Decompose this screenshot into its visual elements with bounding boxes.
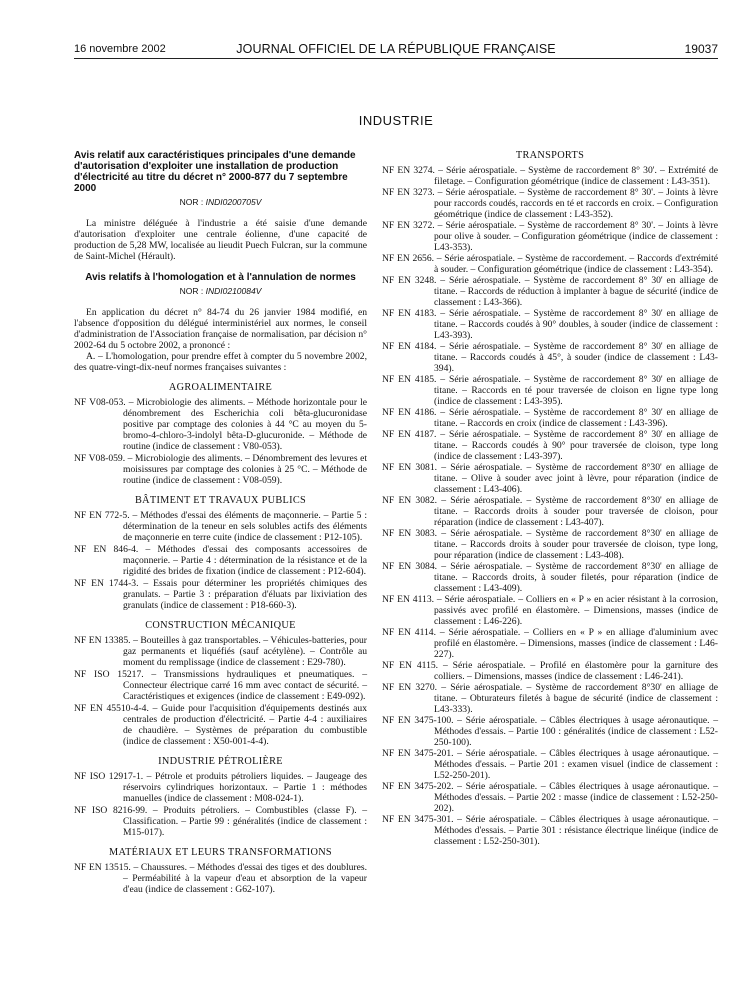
- norm-entry: [382, 528, 718, 561]
- norm-code: NF EN 3082.: [382, 495, 438, 506]
- norm-description: – Série aérospatiale. – Câbles électriques à usage aéronautique. – Méthodes d'essais. – Partie 100 : généralités (indice de classement : L52-250-100).: [434, 715, 718, 748]
- norm-description: – Série aérospatiale. – Système de raccordement 8° 30' en alliage de titane. – Raccords de réduction à implanter à bague de sécurité (indice de classement : L43-366).: [434, 275, 718, 308]
- norm-groups: [74, 382, 367, 895]
- norm-entry: [74, 862, 367, 895]
- norm-description: – Série aérospatiale. – Système de raccordement 8° 30' en alliage de titane. – Raccords coudés à 45°, à souder (indice de classement : L43-394).: [434, 341, 718, 374]
- nor-label: NOR :: [179, 197, 204, 207]
- norm-code: NF EN 3270.: [382, 682, 438, 693]
- norm-description: – Microbiologie des aliments. – Méthode horizontale pour le dénombrement des Escherichia coli bêta-glucuronidase positive par comptage des colonies à 44 °C au moyen du 5-bromo-4-chloro-3-indolyl bêta-D-glucuronide. – Méthode de routine (indice de classement : V80-053).: [123, 397, 368, 452]
- norm-code: NF EN 3081.: [382, 462, 438, 473]
- norm-entry: [74, 544, 367, 577]
- norm-code: NF EN 4113.: [382, 594, 435, 605]
- norm-entry: [74, 703, 367, 747]
- norm-code: NF EN 3083.: [382, 528, 438, 539]
- group-title: INDUSTRIE PÉTROLIÈRE: [158, 756, 283, 767]
- norm-code: NF EN 4184.: [382, 341, 437, 352]
- norm-description: – Série aérospatiale. – Système de raccordement 8° 30' en alliage de titane. – Raccords en croix (indice de classement : L43-396).: [434, 407, 718, 429]
- norm-code: NF EN 4187.: [382, 429, 437, 440]
- norm-code: NF EN 4114.: [382, 627, 436, 638]
- header-page-number: 19037: [684, 42, 718, 56]
- avis1-title: Avis relatif aux caractéristiques principales d'une demande d'autorisation d'exploiter une installation de production d'électricité au titre du décret n° 2000-877 du 7 septembre 2000: [74, 150, 356, 194]
- norm-description: – Série aérospatiale. – Système de raccordement. – Raccords d'extrémité à souder. – Configuration géométrique (indice de classement : L43-354).: [434, 253, 718, 275]
- norm-entry: [382, 429, 718, 462]
- norm-entry: [382, 495, 718, 528]
- page-header: [74, 42, 718, 56]
- norm-description: – Guide pour l'acquisition d'équipements destinés aux centrales de production d'électricité. – Partie 4-4 : auxiliaires de chaudière. – Systèmes de préparation du combustible (indice de classement : X50-001-4-4).: [123, 703, 367, 747]
- header-date: 16 novembre 2002: [74, 43, 166, 55]
- nor-label: NOR :: [179, 286, 204, 296]
- norm-entry: [74, 805, 367, 838]
- norm-entry: [74, 453, 367, 486]
- norm-entry: [382, 748, 718, 781]
- norm-code: NF EN 13385.: [74, 635, 131, 646]
- norm-description: – Produits pétroliers. – Combustibles (classe F). – Classification. – Partie 99 : généralités (indice de classement : M15-017).: [123, 805, 367, 838]
- norm-code: NF V08-059.: [74, 453, 126, 464]
- norm-entry: [382, 627, 718, 660]
- norm-entry: [382, 341, 718, 374]
- norm-description: – Pétrole et produits pétroliers liquides. – Jaugeage des réservoirs cylindriques horizontaux. – Partie 1 : méthodes manuelles (indice de classement : M08-024-1).: [123, 771, 367, 804]
- norm-code: NF EN 45510-4-4.: [74, 703, 149, 714]
- norm-code: NF EN 3273.: [382, 187, 435, 198]
- norm-description: – Série aérospatiale. – Système de raccordement 8° 30'. – Joints à lèvre pour olive à souder. – Configuration géométrique (indice de classement : L43-353).: [434, 220, 718, 253]
- avis1-text: La ministre déléguée à l'industrie a été saisie d'une demande d'autorisation d'exploiter une centrale éolienne, d'une capacité de production de 5,28 MW, localisée au lieudit Puech Fulcran, sur la commune de Saint-Michel (Hérault).: [74, 218, 367, 262]
- norm-code: NF ISO 12917-1.: [74, 771, 144, 782]
- norm-entry: [382, 682, 718, 715]
- norm-entry: [74, 578, 367, 611]
- norm-entry: [382, 594, 718, 627]
- norm-description: – Méthodes d'essai des éléments de maçonnerie. – Partie 5 : détermination de la teneur en sels solubles actifs des éléments de maçonnerie en terre cuite (indice de classement : P12-105).: [123, 510, 367, 543]
- left-column: [74, 150, 367, 896]
- norm-description: – Série aérospatiale. – Système de raccordement 8°30' en alliage de titane. – Raccords droits à souder pour traversée de cloison, type long, pour réparation (indice de classement : L43-408).: [434, 528, 718, 561]
- norm-entry: [382, 374, 718, 407]
- norm-code: NF EN 3475-301.: [382, 814, 454, 825]
- norm-code: NF V08-053.: [74, 397, 126, 408]
- norm-description: – Essais pour déterminer les propriétés chimiques des granulats. – Partie 3 : préparation d'éluats par lixiviation des granulats (indice de classement : P18-660-3).: [123, 578, 367, 611]
- norm-entry: [74, 669, 367, 702]
- avis2-nor: [74, 286, 367, 297]
- nor-code: INDI0200705V: [205, 197, 262, 207]
- norm-entry: [74, 635, 367, 668]
- section-title: INDUSTRIE: [358, 113, 434, 128]
- norm-entry: [382, 308, 718, 341]
- norm-code: NF EN 846-4.: [74, 544, 139, 555]
- norm-description: – Bouteilles à gaz transportables. – Véhicules-batteries, pour gaz permanents et liquéfiés (sauf acétylène). – Contrôle au moment du remplissage (indice de classement : E29-780).: [123, 635, 368, 668]
- norm-entry: [382, 187, 718, 220]
- norm-description: – Série aérospatiale. – Système de raccordement 8°30' en alliage de titane. – Olive à souder avec joint à lèvre, pour réparation (indice de classement : L43-406).: [434, 462, 718, 495]
- norm-description: – Série aérospatiale. – Colliers en « P » en alliage d'aluminium avec profilé en élastomère. – Dimensions, masses (indice de classement : L46-227).: [434, 627, 718, 660]
- norm-description: – Méthodes d'essai des composants accessoires de maçonnerie. – Partie 4 : détermination de la résistance et de la rigidité des brides de fixation (indice de classement : P12-604).: [123, 544, 367, 577]
- norm-code: NF EN 3272.: [382, 220, 435, 231]
- norm-entry: [382, 165, 718, 187]
- norm-code: NF EN 1744-3.: [74, 578, 139, 589]
- transport-entries: [382, 165, 718, 847]
- norm-description: – Série aérospatiale. – Câbles électriques à usage aéronautique. – Méthodes d'essais. – Partie 201 : examen visuel (indice de classement : L52-250-201).: [434, 748, 718, 781]
- norm-code: NF EN 13515.: [74, 862, 131, 873]
- norm-code: NF ISO 8216-99.: [74, 805, 148, 816]
- norm-entry: [74, 397, 367, 452]
- norm-entry: [382, 781, 718, 814]
- avis2-text-1: En application du décret n° 84-74 du 26 janvier 1984 modifié, en l'absence d'opposition du délégué interministériel aux normes, le conseil d'administration de l'Association française de normalisation, par décision n° 2002-64 du 5 octobre 2002, a prononcé :: [74, 307, 367, 351]
- norm-entry: [382, 814, 718, 847]
- group-title: AGROALIMENTAIRE: [168, 382, 273, 393]
- norm-code: NF EN 3475-202.: [382, 781, 454, 792]
- group-title: BÂTIMENT ET TRAVAUX PUBLICS: [134, 495, 307, 506]
- avis2-text-2: A. – L'homologation, pour prendre effet à compter du 5 novembre 2002, des quatre-vingt-dix-neuf normes françaises suivantes :: [74, 351, 367, 373]
- norm-description: – Série aérospatiale. – Système de raccordement 8° 30' en alliage de titane. – Raccords coudés à 90° pour traversée de cloison, type long (indice de classement : L43-397).: [434, 429, 718, 462]
- norm-description: – Série aérospatiale. – Système de raccordement 8°30' en alliage de titane. – Obturateurs filetés à bague de sécurité (indice de classement : L43-333).: [434, 682, 718, 715]
- norm-code: NF ISO 15217.: [74, 669, 144, 680]
- norm-entry: [382, 253, 718, 275]
- group-title: MATÉRIAUX ET LEURS TRANSFORMATIONS: [109, 847, 332, 858]
- norm-code: NF EN 772-5.: [74, 510, 130, 521]
- norm-code: NF EN 3248.: [382, 275, 437, 286]
- norm-entry: [382, 561, 718, 594]
- norm-entry: [382, 715, 718, 748]
- norm-description: – Série aérospatiale. – Système de raccordement 8° 30' en alliage de titane. – Raccords coudés à 90° doubles, à souder (indice de classement : L43-393).: [434, 308, 718, 341]
- header-rule: [74, 58, 718, 59]
- norm-code: NF EN 3084.: [382, 561, 438, 572]
- norm-code: NF EN 4185.: [382, 374, 437, 385]
- norm-description: – Série aérospatiale. – Profilé en élastomère pour la garniture des colliers. – Dimensions, masses (indice de classement : L46-241).: [434, 660, 718, 682]
- nor-code: INDI0210084V: [205, 286, 262, 296]
- norm-description: – Série aérospatiale. – Système de raccordement 8° 30'. – Joints à lèvre pour raccords coudés, raccords en té et raccords en croix. – Configuration géométrique (indice de classement : L43-352).: [434, 187, 718, 220]
- avis1-nor: [74, 197, 367, 208]
- group-title: CONSTRUCTION MÉCANIQUE: [145, 620, 296, 631]
- norm-code: NF EN 2656.: [382, 253, 435, 264]
- norm-entry: [382, 220, 718, 253]
- right-column: [382, 150, 718, 847]
- norm-code: NF EN 3475-201.: [382, 748, 454, 759]
- norm-code: NF EN 4183.: [382, 308, 437, 319]
- group-title: TRANSPORTS: [515, 150, 585, 161]
- norm-code: NF EN 4115.: [382, 660, 439, 671]
- norm-entry: [74, 510, 367, 543]
- norm-code: NF EN 3274.: [382, 165, 435, 176]
- norm-description: – Série aérospatiale. – Système de raccordement 8° 30'. – Extrémité de filetage. – Configuration géométrique (indice de classement : L43-351).: [434, 165, 719, 187]
- norm-description: – Série aérospatiale. – Système de raccordement 8° 30' en alliage de titane. – Raccords en té pour traversée de cloison en ligne type long (indice de classement : L43-395).: [434, 374, 718, 407]
- norm-entry: [382, 462, 718, 495]
- norm-description: – Chaussures. – Méthodes d'essai des tiges et des doublures. – Perméabilité à la vapeur d'eau et absorption de la vapeur d'eau (indice de classement : G62-107).: [123, 862, 368, 895]
- norm-description: – Transmissions hydrauliques et pneumatiques. – Connecteur électrique carré 16 mm avec contact de sécurité. – Caractéristiques et exigences (indice de classement : E49-092).: [123, 669, 367, 702]
- norm-description: – Série aérospatiale. – Système de raccordement 8°30' en alliage de titane. – Raccords droits, à souder filetés, pour réparation (indice de classement : L43-409).: [434, 561, 718, 594]
- header-journal-title: JOURNAL OFFICIEL DE LA RÉPUBLIQUE FRANÇAISE: [236, 42, 556, 56]
- norm-entry: [382, 407, 718, 429]
- norm-description: – Série aérospatiale. – Colliers en « P » en acier résistant à la corrosion, passivés avec profilé en élastomère. – Dimensions, masses (indice de classement : L46-226).: [434, 594, 718, 627]
- avis2-title: Avis relatifs à l'homologation et à l'annulation de normes: [85, 272, 356, 283]
- norm-description: – Série aérospatiale. – Câbles électriques à usage aéronautique. – Méthodes d'essais. – Partie 202 : masse (indice de classement : L52-250-202).: [434, 781, 718, 814]
- norm-description: – Microbiologie des aliments. – Dénombrement des levures et moisissures par comptage des colonies à 25 °C. – Méthode de routine (indice de classement : V08-059).: [123, 453, 367, 486]
- norm-entry: [382, 275, 718, 308]
- norm-entry: [74, 771, 367, 804]
- norm-description: – Série aérospatiale. – Système de raccordement 8°30' en alliage de titane. – Raccords droits à souder pour traversée de cloison, pour réparation (indice de classement : L43-407).: [434, 495, 718, 528]
- norm-code: NF EN 4186.: [382, 407, 437, 418]
- norm-code: NF EN 3475-100.: [382, 715, 454, 726]
- norm-entry: [382, 660, 718, 682]
- norm-description: – Série aérospatiale. – Câbles électriques à usage aéronautique. – Méthodes d'essais. – Partie 301 : résistance électrique linéique (indice de classement : L52-250-301).: [434, 814, 718, 847]
